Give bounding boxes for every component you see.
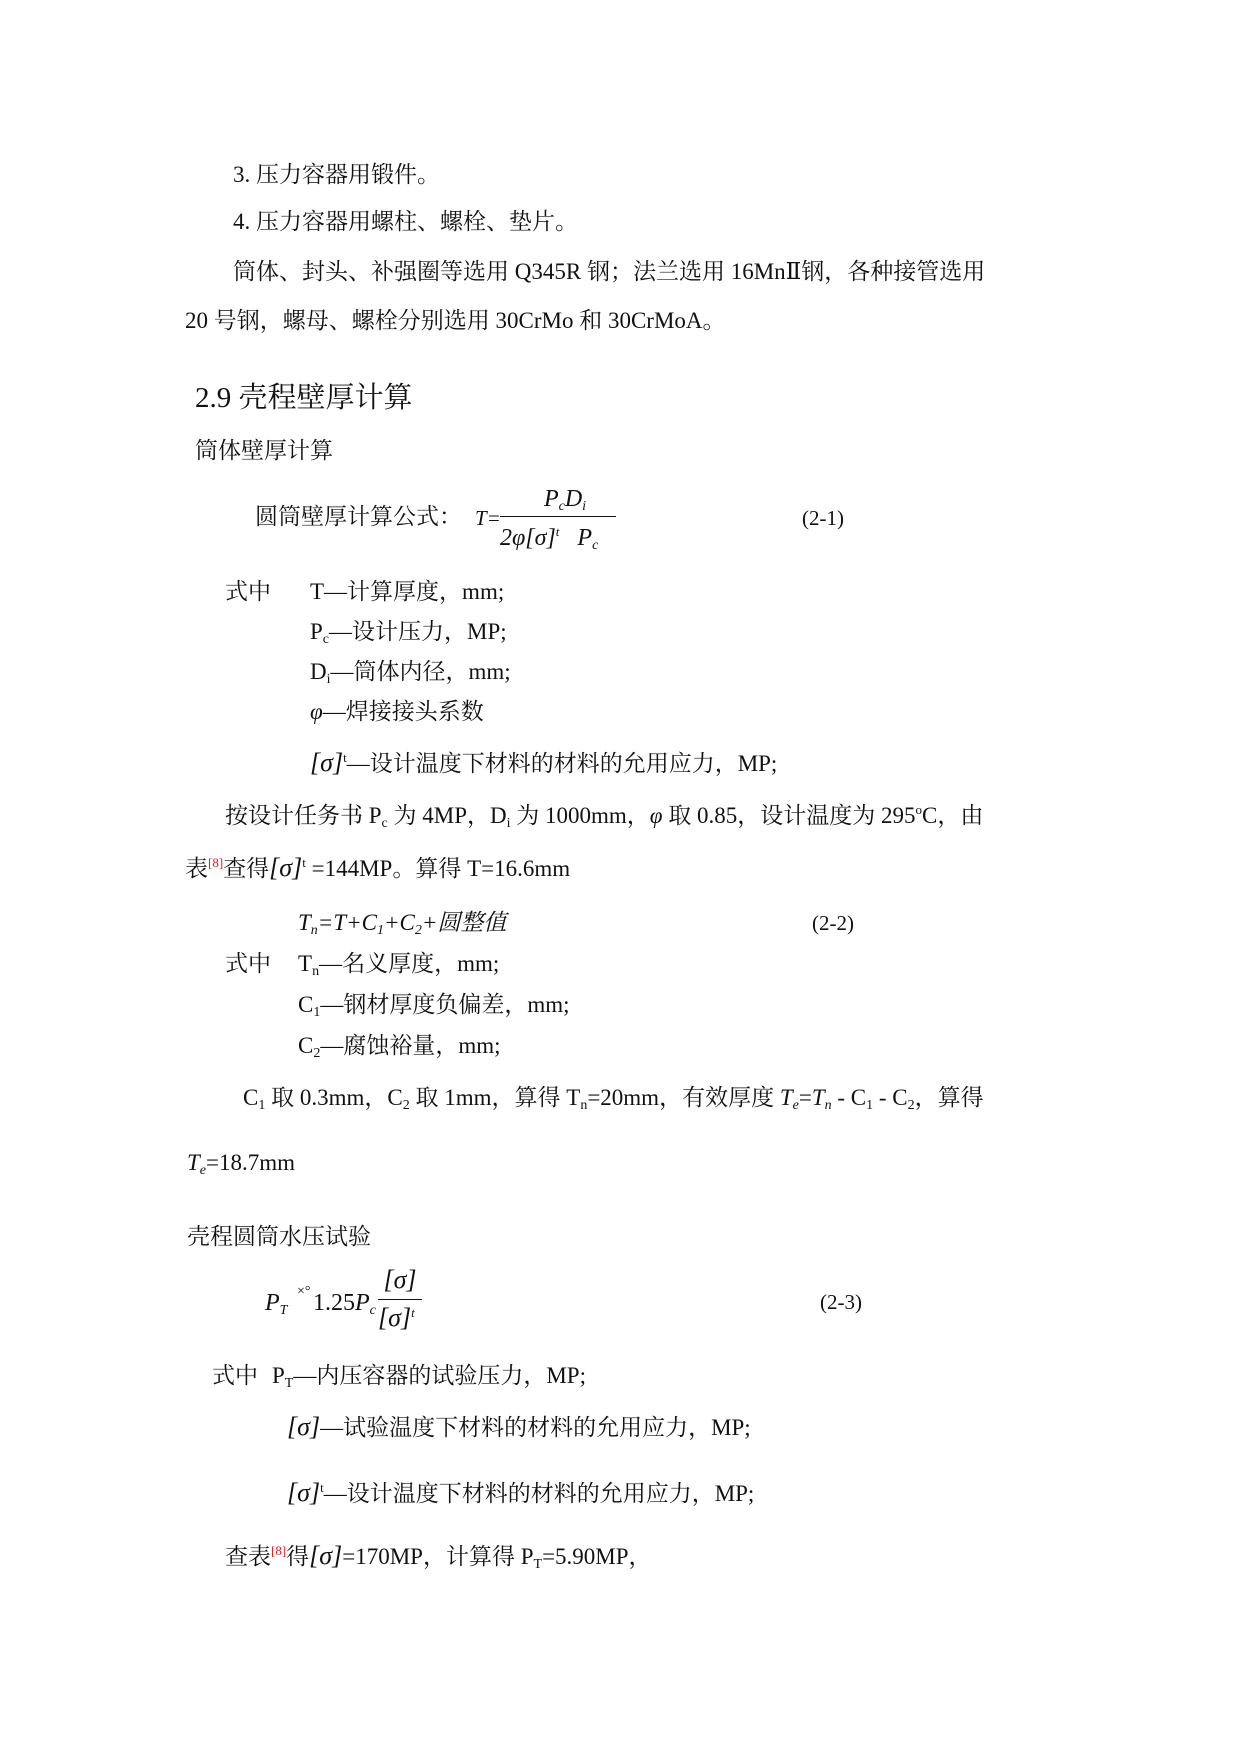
citation-8[interactable]: [8] [208,855,224,870]
def-pc: $P_c—$设计压力，MP; [310,619,507,647]
formula-pt: $P_T$ [265,1290,288,1318]
test-pressure-result: 查表[8]得[σ]=170MP，计算得 $P_T=5.90MP$， [225,1541,652,1572]
def-sigma-test: [σ]—试验温度下材料的材料的允用应力，MP; [287,1412,751,1441]
def-c2: $C_2—$腐蚀裕量，mm; [298,1033,501,1061]
subsection-heading-hydrotest: 壳程圆筒水压试验 [187,1224,371,1250]
subsection-heading-cylinder: 筒体壁厚计算 [195,438,333,464]
citation-8[interactable]: [8] [271,1543,287,1558]
where-label: 式中 [212,1363,258,1388]
list-item-4: 4. 压力容器用螺柱、螺栓、垫片。 [233,209,578,234]
section-heading: 2.9 壳程壁厚计算 [195,382,413,414]
formula-denominator: $2\varphi[\sigma]^t$ $P_c$ [500,524,599,553]
def-pt: $P_T—$内压容器的试验压力，MP; [272,1363,586,1391]
fraction-bar [500,516,616,517]
def-tn: $T_n—$名义厚度，mm; [298,951,500,979]
design-data-line2: 表[8]查得$[\sigma]^t =144MP$。算得 T=16.6mm [185,853,571,882]
equals-glyph: ×° [297,1284,311,1299]
formula-coef: $1.25P_c$ [313,1290,376,1318]
material-paragraph-line1: 筒体、封头、补强圈等选用 Q345R 钢；法兰选用 16MnⅡ钢，各种接管选用 [233,259,986,284]
def-c1: $C_1—$钢材厚度负偏差，mm; [298,992,570,1020]
where-label: 式中 [225,579,271,604]
where-label: 式中 [225,951,271,976]
def-sigma-design: $[\sigma]^t—$设计温度下材料的材料的允用应力，MP; [287,1478,755,1507]
equation-number: (2-1) [802,506,844,530]
equation-number: (2-2) [812,911,854,935]
thickness-result-line: $C_1$ 取 0.3mm，$C_2$ 取 1mm，算得 $T_n=20mm$，有效厚度 $T_e=T_n - C_1 - C_2$，算得 [243,1085,984,1113]
def-di: $D_i—$筒体内径，mm; [310,659,511,687]
def-t: T—计算厚度，mm; [310,579,505,604]
formula-lhs: T= [475,506,501,530]
material-paragraph-line2: 20 号钢，螺母、螺栓分别选用 30CrMo 和 30CrMoA。 [185,308,726,333]
formula-2-2-body: $T_n=T+C_1+C_2+$圆整值 [298,910,507,938]
list-item-3: 3. 压力容器用锻件。 [233,162,440,187]
equation-number: (2-3) [820,1290,862,1314]
formula-numerator: $P_cD_i$ [543,486,587,514]
def-sigma-t: $[\sigma]^t—$设计温度下材料的材料的允用应力，MP; [310,748,778,777]
formula-3-denominator: $[\sigma]^t$ [378,1303,415,1332]
design-data-line1: 按设计任务书 $P_c$ 为 4MP，$D_i$ 为 1000mm，φ 取 0.85，设计温度为 295$^o$C，由 [225,802,984,831]
fraction-bar [378,1299,422,1300]
formula-label: 圆筒壁厚计算公式： [255,504,462,529]
effective-thickness-value: $T_e=18.7mm$ [187,1150,296,1178]
def-phi: φ—焊接接头系数 [310,699,484,724]
formula-3-numerator: [σ] [383,1265,417,1294]
